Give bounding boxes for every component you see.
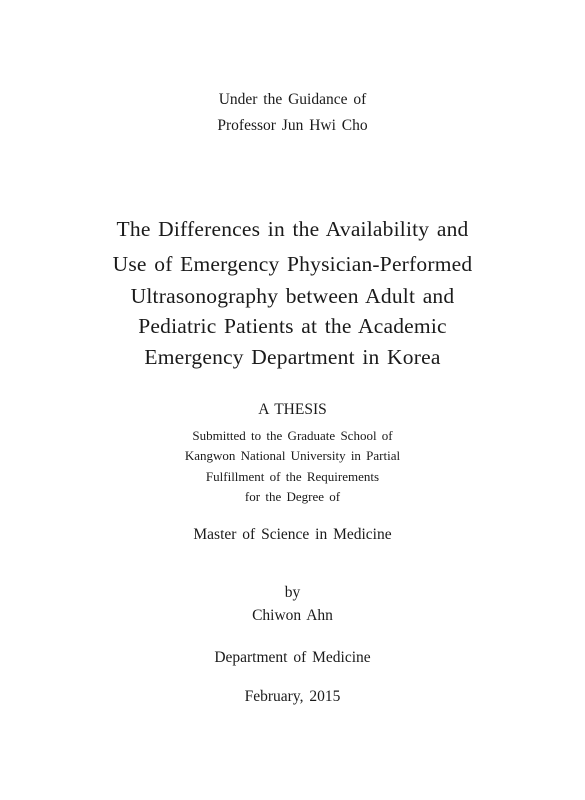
submission-statement-line-2: Kangwon National University in Partial	[184, 448, 401, 463]
guidance-line-1: Under the Guidance of	[218, 91, 367, 108]
author-name: Chiwon Ahn	[252, 607, 333, 624]
submission-statement-line-4: for the Degree of	[244, 489, 341, 504]
department-name: Department of Medicine	[214, 649, 371, 666]
thesis-label: A THESIS	[258, 401, 327, 418]
submission-statement-line-1: Submitted to the Graduate School of	[192, 428, 393, 443]
guidance-advisor: Professor Jun Hwi Cho	[217, 117, 368, 134]
submission-statement-line-3: Fulfillment of the Requirements	[205, 469, 380, 484]
thesis-title-line-1: The Differences in the Availability and	[116, 217, 469, 241]
thesis-title-line-4: Pediatric Patients at the Academic	[138, 314, 447, 338]
degree-name: Master of Science in Medicine	[193, 526, 392, 543]
submission-date: February, 2015	[244, 688, 341, 705]
thesis-title-line-3: Ultrasonography between Adult and	[130, 284, 455, 308]
thesis-title-line-5: Emergency Department in Korea	[144, 345, 441, 369]
thesis-title-line-2: Use of Emergency Physician-Performed	[112, 252, 473, 276]
by-label: by	[284, 584, 301, 601]
